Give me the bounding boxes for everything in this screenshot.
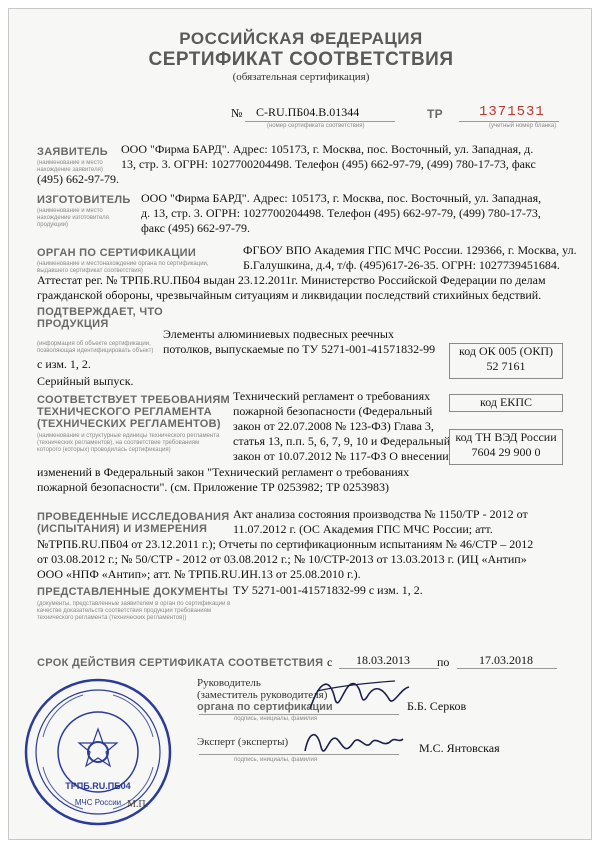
certificate-page	[8, 8, 592, 840]
seal-bottom-text: МЧС России	[74, 798, 122, 807]
expert-name: М.С. Янтовская	[419, 741, 500, 755]
manufacturer-line-1: ООО "Фирма БАРД". Адрес: 105173, г. Москва, пос. Восточный, ул. Западная,	[141, 191, 542, 205]
product-label-1: ПОДТВЕРЖДАЕТ, ЧТО	[37, 306, 163, 318]
head-label-2: (заместитель руководителя)	[197, 689, 328, 701]
validity-from-label: с	[327, 655, 333, 669]
manufacturer-caption: (наименование и место нахождение изготовителя продукции)	[37, 208, 109, 228]
applicant-line-3: (495) 662-97-79.	[37, 172, 119, 186]
mp-label: М.П.	[127, 799, 149, 810]
applicant-label: ЗАЯВИТЕЛЬ	[37, 146, 108, 158]
product-line-3: с изм. 1, 2.	[37, 357, 91, 371]
certificate-number-caption: (номер сертификата соответствия)	[267, 123, 365, 129]
manufacturer-line-2: д. 13, стр. 3. ОГРН: 1027700204498. Телефон (495) 662-97-79, (499) 780-17-73,	[141, 206, 541, 220]
tests-line-1: Акт анализа состояния производства № 1150/ТР - 2012 от	[233, 507, 528, 521]
head-label-1: Руководитель	[197, 677, 261, 689]
validity-to-date: 17.03.2018	[479, 653, 533, 667]
conformity-line-1: Технический регламент о требованиях	[233, 389, 431, 403]
conformity-label-3: (ТЕХНИЧЕСКИХ РЕГЛАМЕНТОВ)	[37, 418, 221, 430]
okp-code-value: 52 7161	[486, 359, 526, 373]
blank-number: 1371531	[479, 104, 545, 120]
head-signature-caption: подпись, инициалы, фамилия	[234, 716, 318, 722]
seal-center-text: ТРПБ.RU.ПБ04	[65, 781, 131, 791]
number-sign: №	[231, 106, 243, 120]
tests-line-3: №ТРПБ.RU.ПБ04 от 23.12.2011 г.); Отчеты по сертификационным испытаниям № 46/СТР – 2012	[37, 537, 534, 551]
tests-label-1: ПРОВЕДЕННЫЕ ИССЛЕДОВАНИЯ	[37, 511, 230, 523]
conformity-caption: (наименование и структурные единицы технического регламента (технических регламентов), на соответствие требованиям которого (которых) проводилась сертификация)	[37, 433, 220, 453]
product-line-4: Серийный выпуск.	[37, 374, 134, 388]
documents-label: ПРЕДСТАВЛЕННЫЕ ДОКУМЕНТЫ	[37, 586, 229, 598]
conformity-label-2: ТЕХНИЧЕСКОГО РЕГЛАМЕНТА	[37, 406, 212, 418]
documents-caption: (документы, представленные заявителем в орган по сертификации в качестве доказательств соответствия продукции требованиям технического регламента (технических регламентов))	[37, 601, 231, 621]
expert-signature	[299, 721, 409, 765]
validity-to-label: по	[437, 655, 450, 669]
conformity-line-3: закон от 22.07.2008 № 123-ФЗ) Глава 3,	[233, 419, 434, 433]
document-subtitle: (обязательная сертификация)	[232, 71, 370, 83]
head-signature	[305, 669, 415, 719]
expert-label: Эксперт (эксперты)	[197, 736, 289, 748]
head-label-3: органа по сертификации	[197, 701, 333, 713]
tnved-code-box	[449, 429, 563, 465]
conformity-line-7: пожарной безопасности". (см. Приложение ТР 0253982; ТР 0253983)	[37, 480, 390, 494]
certification-body-caption: (наименование и местонахождение органа по сертификации, выдавшего сертификат соответствия)	[37, 261, 209, 274]
okp-code-label: код ОК 005 (ОКП)	[459, 344, 553, 358]
certificate-number: C-RU.ПБ04.B.01344	[256, 105, 360, 119]
validity-label: СРОК ДЕЙСТВИЯ СЕРТИФИКАТА СООТВЕТСТВИЯ	[37, 657, 324, 669]
applicant-line-2: 13, стр. 3. ОГРН: 1027700204498. Телефон (495) 662-97-79, (499) 780-17-73, факс	[121, 157, 536, 171]
applicant-line-1: ООО "Фирма БАРД". Адрес: 105173, г. Москва, пос. Восточный, ул. Западная, д.	[121, 142, 534, 156]
conformity-label-1: СООТВЕТСТВУЕТ ТРЕБОВАНИЯМ	[37, 394, 230, 406]
manufacturer-line-3: факс (495) 662-97-79.	[141, 221, 250, 235]
blank-number-caption: (учетный номер бланка)	[489, 123, 557, 129]
conformity-line-5: закон от 10.07.2012 № 117-ФЗ О внесении	[233, 449, 449, 463]
conformity-line-2: пожарной безопасности (Федеральный	[233, 404, 433, 418]
certification-body-line-4: гражданской обороны, чрезвычайным ситуациям и ликвидации последствий стихийных бедствий.	[37, 288, 542, 302]
tr-label: ТР	[427, 107, 443, 121]
tests-line-5: ООО «НПФ «Антип»; атт. № ТРПБ.RU.ИН.13 от 25.08.2010 г.).	[37, 567, 361, 581]
tnved-code-value: 7604 29 900 0	[471, 445, 541, 459]
manufacturer-label: ИЗГОТОВИТЕЛЬ	[37, 194, 131, 206]
ekps-code-label: код ЕКПС	[480, 395, 532, 409]
tests-label-2: (ИСПЫТАНИЯ) И ИЗМЕРЕНИЯ	[37, 523, 208, 535]
tnved-code-label: код ТН ВЭД России	[455, 430, 557, 444]
official-seal	[23, 677, 173, 827]
product-line-2: потолков, выпускаемые по ТУ 5271-001-41571832-99	[163, 342, 436, 356]
certification-body-label: ОРГАН ПО СЕРТИФИКАЦИИ	[37, 247, 197, 259]
documents-value: ТУ 5271-001-41571832-99 с изм. 1, 2.	[233, 583, 423, 597]
product-label-2: ПРОДУКЦИЯ	[37, 318, 109, 330]
conformity-line-4: статья 13, п.п. 5, 6, 7, 9, 10 и Федеральный	[233, 434, 451, 448]
document-title: СЕРТИФИКАТ СООТВЕТСТВИЯ	[148, 49, 454, 70]
ekps-code-box	[449, 394, 563, 412]
tests-line-4: от 03.08.2012 г.; № 50/СТР - 2012 от 03.08.2012 г.; № 10/СТР-2013 от 13.03.2013 г. (ИЦ «Антип»	[37, 552, 527, 566]
applicant-caption: (наименование и место нахождение заявителя)	[37, 160, 103, 173]
certification-body-line-3: Аттестат рег. № ТРПБ.RU.ПБ04 выдан 23.12.2011г. Министерство Российской Федерации по делам	[37, 273, 546, 287]
validity-from-date: 18.03.2013	[356, 653, 410, 667]
certification-body-line-1: ФГБОУ ВПО Академия ГПС МЧС России. 129366, г. Москва, ул.	[243, 243, 577, 257]
country-title: РОССИЙСКАЯ ФЕДЕРАЦИЯ	[179, 29, 423, 48]
okp-code-box	[449, 343, 563, 379]
expert-signature-caption: подпись, инициалы, фамилия	[234, 757, 318, 763]
certification-body-line-2: Б.Галушкина, д.4, т/ф. (495)617-26-35. ОГРН: 1027739451684.	[243, 258, 560, 272]
head-name: Б.Б. Серков	[407, 699, 467, 713]
tests-line-2: 11.07.2012 г. (ОС Академия ГПС МЧС России; атт.	[233, 522, 493, 536]
conformity-line-6: изменений в Федеральный закон "Технический регламент о требованиях	[37, 465, 410, 479]
product-line-1: Элементы алюминиевых подвесных реечных	[163, 327, 394, 341]
product-caption: (информация об объекте сертификации, позволяющая идентифицировать объект)	[37, 341, 154, 354]
